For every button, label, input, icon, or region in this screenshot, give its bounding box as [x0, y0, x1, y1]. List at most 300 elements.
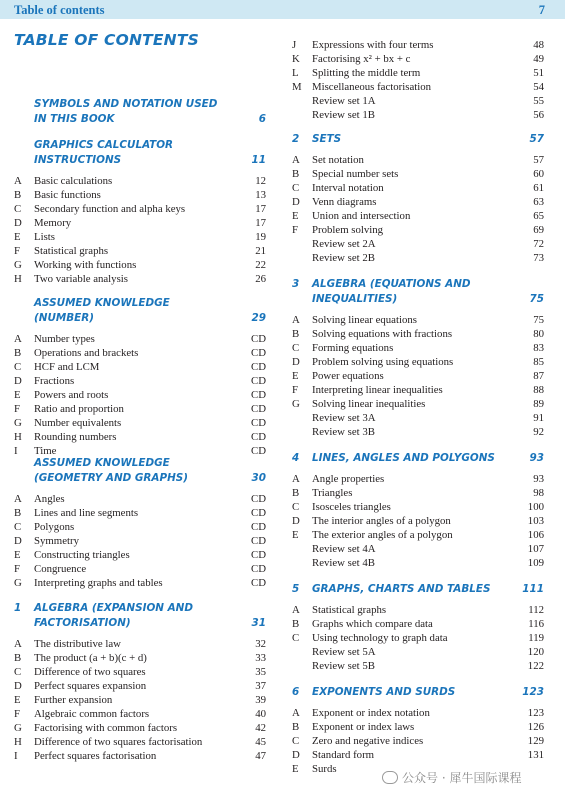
toc-entry[interactable]	[292, 397, 544, 411]
entry-page: 103	[527, 515, 544, 527]
entry-title: HCF and LCM	[34, 361, 100, 373]
toc-entry[interactable]	[14, 374, 266, 388]
entry-title: Splitting the middle term	[312, 67, 421, 79]
section-number: 2	[292, 133, 300, 145]
entry-letter: D	[14, 680, 22, 692]
entry-page: 37	[255, 680, 266, 692]
section-heading[interactable]	[292, 685, 544, 700]
entry-page: CD	[251, 417, 266, 429]
entry-page: CD	[251, 403, 266, 415]
toc-entry[interactable]	[14, 492, 266, 506]
entry-letter: A	[292, 314, 300, 326]
toc-entry[interactable]	[14, 576, 266, 590]
entry-letter: J	[292, 39, 297, 51]
section-page: 75	[529, 293, 544, 305]
toc-entry[interactable]	[14, 562, 266, 576]
toc-section	[14, 97, 266, 127]
toc-entry[interactable]	[292, 52, 544, 66]
entry-title: The distributive law	[34, 638, 121, 650]
entry-letter: D	[292, 196, 300, 208]
section-title: ASSUMED KNOWLEDGE (NUMBER)	[34, 297, 170, 324]
entry-title: Exponent or index laws	[312, 721, 415, 733]
section-heading[interactable]	[292, 582, 544, 597]
toc-entry[interactable]	[14, 707, 266, 721]
section-heading[interactable]	[292, 132, 544, 147]
entry-page: 91	[533, 412, 544, 424]
entry-letter: E	[292, 370, 299, 382]
toc-entry[interactable]	[14, 749, 266, 763]
entry-page: 129	[527, 735, 544, 747]
toc-entry[interactable]	[14, 693, 266, 707]
entry-page: 45	[255, 736, 266, 748]
section-number: 4	[292, 452, 300, 464]
entry-title: Two variable analysis	[34, 273, 128, 285]
toc-entry[interactable]	[14, 534, 266, 548]
toc-entry[interactable]	[292, 631, 544, 645]
entry-page: 40	[255, 708, 266, 720]
toc-entry[interactable]	[292, 251, 544, 265]
toc-entry[interactable]	[14, 258, 266, 272]
entry-letter: A	[14, 493, 22, 505]
toc-entry[interactable]	[14, 216, 266, 230]
entry-page: 48	[533, 39, 544, 51]
entry-page: CD	[251, 535, 266, 547]
entry-page: 47	[255, 750, 266, 762]
toc-entry[interactable]	[14, 230, 266, 244]
entry-title: Solving equations with fractions	[312, 328, 453, 340]
entry-title: Further expansion	[34, 694, 113, 706]
toc-entry[interactable]	[14, 520, 266, 534]
section-heading[interactable]	[14, 138, 266, 168]
toc-entry[interactable]	[292, 313, 544, 327]
toc-entry[interactable]	[292, 237, 544, 251]
entry-page: 21	[255, 245, 266, 257]
entry-title: Graphs which compare data	[312, 618, 433, 630]
entry-page: CD	[251, 389, 266, 401]
entry-title: Statistical graphs	[312, 604, 387, 616]
toc-entry[interactable]	[14, 679, 266, 693]
toc-entry[interactable]	[292, 706, 544, 720]
entry-page: 80	[533, 328, 544, 340]
entry-letter: E	[292, 763, 299, 775]
entry-page: 88	[533, 384, 544, 396]
entry-page: 12	[255, 175, 266, 187]
entry-title: Symmetry	[34, 535, 79, 547]
entry-page: CD	[251, 347, 266, 359]
entry-page: 17	[255, 203, 266, 215]
entry-letter: C	[292, 735, 300, 747]
toc-entry[interactable]	[292, 472, 544, 486]
entry-letter: E	[292, 210, 299, 222]
entry-page: 112	[528, 604, 544, 616]
toc-entry[interactable]	[14, 416, 266, 430]
entry-title: Review set 1A	[312, 95, 376, 107]
entry-page: 35	[255, 666, 266, 678]
section-title: GRAPHS, CHARTS AND TABLES	[312, 583, 491, 595]
entry-title: Review set 4B	[312, 557, 375, 569]
entry-title: Standard form	[312, 749, 375, 761]
entry-title: Time	[34, 445, 57, 457]
toc-entry[interactable]	[292, 327, 544, 341]
toc-entry[interactable]	[292, 617, 544, 631]
section-title: ASSUMED KNOWLEDGE (GEOMETRY AND GRAPHS)	[34, 457, 189, 484]
entry-letter: E	[14, 389, 21, 401]
entry-letter: C	[14, 203, 22, 215]
toc-entry[interactable]	[14, 272, 266, 286]
entry-page: CD	[251, 431, 266, 443]
toc-entry[interactable]	[292, 645, 544, 659]
entry-letter: F	[292, 224, 299, 236]
entry-title: Special number sets	[312, 168, 399, 180]
toc-section	[14, 296, 266, 458]
entry-letter: B	[14, 189, 22, 201]
entry-letter: E	[14, 231, 21, 243]
entry-list	[292, 38, 544, 122]
toc-entry[interactable]	[292, 369, 544, 383]
entry-page: 61	[533, 182, 544, 194]
entry-title: Secondary function and alpha keys	[34, 203, 186, 215]
entry-letter: A	[292, 707, 300, 719]
entry-letter: D	[292, 356, 300, 368]
entry-page: 122	[527, 660, 544, 672]
entry-title: Venn diagrams	[312, 196, 377, 208]
entry-letter: G	[14, 722, 22, 734]
section-heading[interactable]	[14, 601, 266, 631]
toc-entry[interactable]	[14, 332, 266, 346]
section-page: 29	[251, 312, 266, 324]
toc-entry[interactable]	[292, 542, 544, 556]
entry-page: 93	[533, 473, 544, 485]
entry-page: 55	[533, 95, 544, 107]
entry-page: CD	[251, 521, 266, 533]
entry-letter: F	[14, 708, 21, 720]
entry-list	[14, 492, 266, 590]
entry-page: 100	[527, 501, 544, 513]
toc-entry[interactable]	[292, 94, 544, 108]
entry-title: Miscellaneous factorisation	[312, 81, 432, 93]
entry-letter: C	[292, 632, 300, 644]
toc-entry[interactable]	[292, 748, 544, 762]
entry-page: 69	[533, 224, 544, 236]
toc-entry[interactable]	[292, 556, 544, 570]
entry-letter: L	[292, 67, 299, 79]
toc-entry[interactable]	[14, 244, 266, 258]
entry-letter: I	[14, 445, 18, 457]
entry-page: 131	[527, 749, 544, 761]
entry-letter: H	[14, 431, 22, 443]
entry-title: Problem solving	[312, 224, 384, 236]
entry-title: Operations and brackets	[34, 347, 139, 359]
entry-page: 51	[533, 67, 544, 79]
entry-title: Congruence	[34, 563, 87, 575]
watermark	[378, 768, 525, 787]
entry-letter: F	[14, 245, 21, 257]
entry-letter: C	[292, 501, 300, 513]
entry-title: Basic calculations	[34, 175, 113, 187]
entry-title: Power equations	[312, 370, 384, 382]
section-page: 57	[529, 133, 544, 145]
entry-title: The exterior angles of a polygon	[312, 529, 453, 541]
entry-title: Review set 5A	[312, 646, 376, 658]
entry-letter: A	[292, 154, 300, 166]
entry-title: Basic functions	[34, 189, 101, 201]
section-page: 93	[529, 452, 544, 464]
toc-entry[interactable]	[292, 223, 544, 237]
toc-entry[interactable]	[292, 108, 544, 122]
entry-page: 89	[533, 398, 544, 410]
entry-list	[292, 153, 544, 265]
entry-letter: F	[14, 403, 21, 415]
entry-list	[292, 472, 544, 570]
toc-entry[interactable]	[14, 188, 266, 202]
wechat-icon	[382, 771, 398, 784]
entry-page: 75	[533, 314, 544, 326]
toc-entry[interactable]	[292, 167, 544, 181]
toc-entry[interactable]	[292, 341, 544, 355]
page-title: TABLE OF CONTENTS	[14, 31, 199, 49]
entry-title: Lines and line segments	[34, 507, 139, 519]
section-page: 30	[251, 472, 266, 484]
toc-entry[interactable]	[14, 665, 266, 679]
entry-page: 60	[533, 168, 544, 180]
toc-entry[interactable]	[14, 430, 266, 444]
section-title: GRAPHICS CALCULATOR INSTRUCTIONS	[34, 139, 174, 166]
toc-entry[interactable]	[14, 360, 266, 374]
entry-letter: G	[14, 259, 22, 271]
entry-title: Working with functions	[34, 259, 137, 271]
entry-page: 49	[533, 53, 544, 65]
entry-page: 92	[533, 426, 544, 438]
entry-letter: B	[14, 347, 22, 359]
entry-title: Expressions with four terms	[312, 39, 434, 51]
entry-title: Angles	[34, 493, 65, 505]
entry-letter: M	[292, 81, 302, 93]
entry-page: CD	[251, 333, 266, 345]
section-title: SYMBOLS AND NOTATION USED IN THIS BOOK	[34, 98, 218, 125]
section-title: SETS	[312, 133, 342, 145]
entry-letter: D	[292, 515, 300, 527]
entry-page: 85	[533, 356, 544, 368]
entry-page: 26	[255, 273, 266, 285]
entry-letter: B	[292, 168, 300, 180]
section-title: ALGEBRA (EXPANSION AND FACTORISATION)	[34, 602, 193, 629]
entry-page: 73	[533, 252, 544, 264]
toc-entry[interactable]	[292, 500, 544, 514]
entry-page: CD	[251, 577, 266, 589]
toc-entry[interactable]	[292, 153, 544, 167]
entry-title: Solving linear inequalities	[312, 398, 426, 410]
entry-page: 56	[533, 109, 544, 121]
entry-title: Difference of two squares factorisation	[34, 736, 203, 748]
entry-page: 42	[255, 722, 266, 734]
entry-title: Factorising with common factors	[34, 722, 178, 734]
entry-page: 107	[527, 543, 544, 555]
entry-title: Isosceles triangles	[312, 501, 391, 513]
entry-title: Perfect squares expansion	[34, 680, 147, 692]
section-page: 123	[522, 686, 544, 698]
entry-page: 57	[533, 154, 544, 166]
section-number: 6	[292, 686, 300, 698]
toc-entry[interactable]	[14, 651, 266, 665]
toc-section	[292, 451, 544, 570]
entry-page: 83	[533, 342, 544, 354]
toc-entry[interactable]	[14, 402, 266, 416]
entry-page: 32	[255, 638, 266, 650]
entry-letter: E	[14, 549, 21, 561]
entry-title: Angle properties	[312, 473, 385, 485]
entry-title: Difference of two squares	[34, 666, 146, 678]
section-title: LINES, ANGLES AND POLYGONS	[312, 452, 495, 464]
toc-entry[interactable]	[292, 80, 544, 94]
entry-letter: H	[14, 273, 22, 285]
entry-letter: F	[14, 563, 21, 575]
toc-entry[interactable]	[292, 734, 544, 748]
toc-entry[interactable]	[14, 174, 266, 188]
entry-page: 123	[527, 707, 544, 719]
entry-letter: C	[14, 666, 22, 678]
toc-entry[interactable]	[292, 603, 544, 617]
entry-list	[14, 174, 266, 286]
section-number: 1	[14, 602, 22, 614]
toc-entry[interactable]	[14, 735, 266, 749]
entry-page: CD	[251, 445, 266, 457]
entry-letter: E	[292, 529, 299, 541]
entry-letter: D	[14, 535, 22, 547]
toc-entry[interactable]	[292, 355, 544, 369]
entry-letter: D	[14, 375, 22, 387]
entry-title: Set notation	[312, 154, 364, 166]
entry-letter: G	[292, 398, 300, 410]
toc-entry[interactable]	[292, 425, 544, 439]
entry-page: CD	[251, 563, 266, 575]
toc-entry[interactable]	[14, 506, 266, 520]
entry-letter: K	[292, 53, 300, 65]
toc-entry[interactable]	[292, 195, 544, 209]
entry-page: CD	[251, 361, 266, 373]
entry-page: 33	[255, 652, 266, 664]
toc-entry[interactable]	[14, 637, 266, 651]
entry-title: Perfect squares factorisation	[34, 750, 157, 762]
entry-title: Number equivalents	[34, 417, 122, 429]
entry-page: 116	[528, 618, 544, 630]
header-page-number: 7	[538, 3, 545, 17]
entry-title: Interpreting linear inequalities	[312, 384, 443, 396]
section-heading[interactable]	[292, 277, 544, 307]
entry-letter: D	[14, 217, 22, 229]
entry-letter: A	[292, 473, 300, 485]
entry-title: Review set 5B	[312, 660, 375, 672]
entry-page: CD	[251, 549, 266, 561]
toc-entry[interactable]	[292, 411, 544, 425]
entry-page: CD	[251, 375, 266, 387]
toc-entry[interactable]	[14, 548, 266, 562]
entry-page: 109	[527, 557, 544, 569]
entry-title: Solving linear equations	[312, 314, 417, 326]
entry-title: Review set 4A	[312, 543, 376, 555]
continued-section	[292, 32, 544, 122]
entry-page: 13	[255, 189, 266, 201]
entry-title: Review set 2B	[312, 252, 375, 264]
entry-title: Using technology to graph data	[312, 632, 448, 644]
entry-title: Forming equations	[312, 342, 394, 354]
entry-title: Constructing triangles	[34, 549, 130, 561]
entry-title: Review set 1B	[312, 109, 375, 121]
watermark-text: 公众号 · 犀牛国际课程	[402, 771, 522, 785]
entry-page: 119	[528, 632, 544, 644]
entry-page: 39	[255, 694, 266, 706]
page-header	[0, 0, 565, 19]
toc-entry[interactable]	[292, 181, 544, 195]
entry-letter: E	[14, 694, 21, 706]
toc-entry[interactable]	[292, 383, 544, 397]
toc-entry[interactable]	[14, 202, 266, 216]
section-heading[interactable]	[14, 97, 266, 127]
entry-page: 54	[533, 81, 544, 93]
section-title: EXPONENTS AND SURDS	[312, 686, 456, 698]
section-number: 3	[292, 278, 300, 290]
entry-title: Algebraic common factors	[34, 708, 150, 720]
toc-section	[14, 138, 266, 286]
entry-letter: B	[292, 618, 300, 630]
section-page: 6	[258, 113, 266, 125]
toc-entry[interactable]	[292, 486, 544, 500]
entry-letter: C	[292, 342, 300, 354]
entry-title: Problem solving using equations	[312, 356, 454, 368]
section-page: 31	[251, 617, 266, 629]
entry-page: 106	[527, 529, 544, 541]
toc-entry[interactable]	[14, 721, 266, 735]
toc-entry[interactable]	[292, 66, 544, 80]
entry-letter: B	[14, 507, 22, 519]
entry-page: 65	[533, 210, 544, 222]
entry-page: 98	[533, 487, 544, 499]
entry-page: 72	[533, 238, 544, 250]
toc-entry[interactable]	[292, 209, 544, 223]
entry-title: Memory	[34, 217, 72, 229]
entry-page: 19	[255, 231, 266, 243]
entry-list	[292, 706, 544, 776]
entry-list	[14, 637, 266, 763]
section-page: 11	[251, 154, 266, 166]
section-heading[interactable]	[14, 456, 266, 486]
entry-title: Review set 2A	[312, 238, 376, 250]
toc-section	[292, 132, 544, 265]
toc-entry[interactable]	[292, 514, 544, 528]
toc-entry[interactable]	[292, 720, 544, 734]
section-heading[interactable]	[292, 451, 544, 466]
entry-letter: G	[14, 417, 22, 429]
entry-letter: H	[14, 736, 22, 748]
entry-title: Surds	[312, 763, 337, 775]
toc-entry[interactable]	[292, 659, 544, 673]
section-number: 5	[292, 583, 300, 595]
header-title: Table of contents	[14, 3, 105, 17]
entry-title: The interior angles of a polygon	[312, 515, 451, 527]
toc-entry[interactable]	[292, 38, 544, 52]
entry-title: Powers and roots	[34, 389, 109, 401]
toc-entry[interactable]	[14, 346, 266, 360]
toc-section	[292, 582, 544, 673]
toc-entry[interactable]	[292, 528, 544, 542]
toc-entry[interactable]	[14, 388, 266, 402]
entry-title: Union and intersection	[312, 210, 411, 222]
entry-title: Review set 3A	[312, 412, 376, 424]
entry-title: Review set 3B	[312, 426, 375, 438]
entry-page: 63	[533, 196, 544, 208]
entry-title: Triangles	[312, 487, 353, 499]
section-heading[interactable]	[14, 296, 266, 326]
entry-letter: C	[14, 521, 22, 533]
